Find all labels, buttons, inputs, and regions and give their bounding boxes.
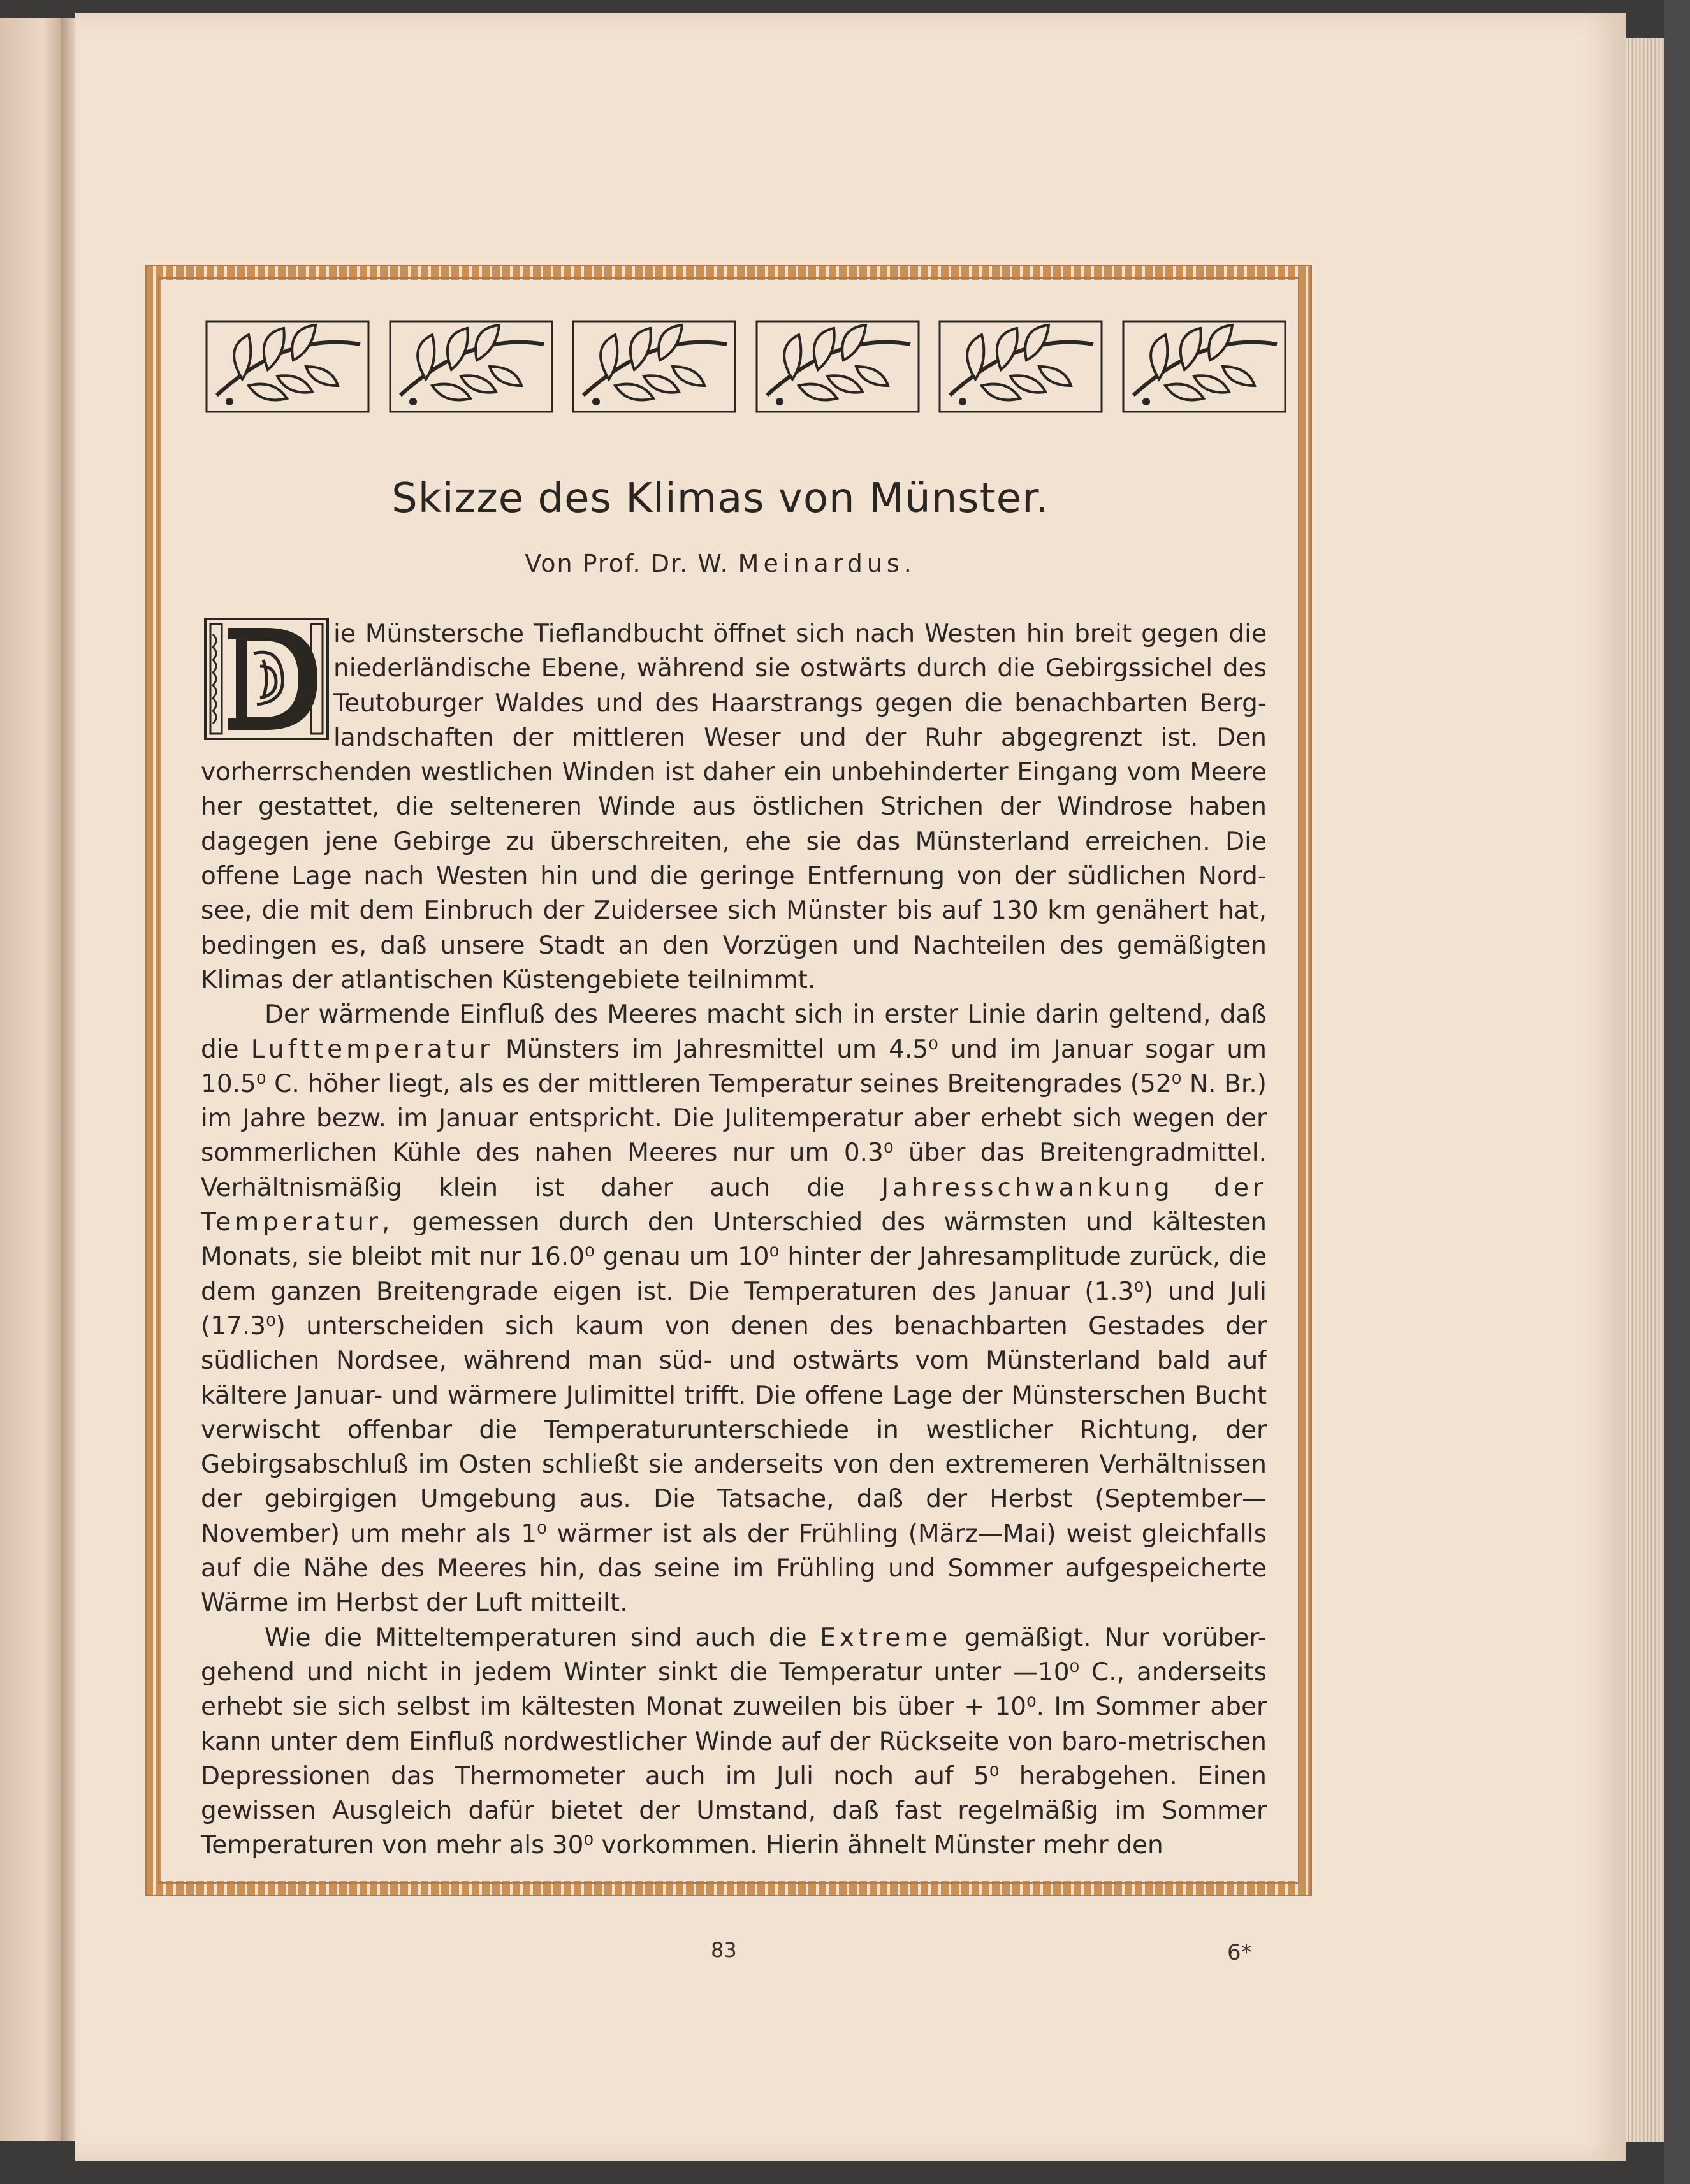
initial-spacer [201, 617, 333, 752]
laurel-ornament-icon [571, 319, 738, 414]
laurel-ornament-icon [937, 319, 1104, 414]
p2-text-c: Münsters im Jahresmittel um 4.5⁰ und im Januar sogar um 10.5⁰ C. höher liegt, als es der mittleren Temperatur seines Breitengrades (52⁰ N. Br.) im Jahre bezw. im Januar entspricht. Die Julitemperatur aber erhebt sich wegen der sommerlichen Kühle des nahen Meeres nur um 0.3⁰ über das Breitengradmittel. Verhältnismäßig klein ist daher auch die [201, 1035, 1267, 1202]
left-page-edge [0, 18, 61, 2141]
laurel-ornament-band [204, 319, 1288, 414]
page-stack-edge [1626, 38, 1664, 2142]
p3-text-a: Wie die Mitteltemperaturen sind auch die [265, 1623, 807, 1652]
p2-term-jahresschwankung: Jahresschwankung der Temperatur, [201, 1173, 1267, 1237]
book-cover-edge [1664, 0, 1690, 2184]
laurel-ornament-icon [388, 319, 555, 414]
author-prefix: Von Prof. Dr. W. [525, 550, 729, 578]
page-number: 83 [711, 1938, 737, 1962]
article-body [201, 617, 1267, 1863]
paragraph-2 [201, 998, 1267, 1620]
book-gutter [61, 18, 75, 2141]
laurel-ornament-icon [1121, 319, 1288, 414]
author-name: Meinardus. [738, 550, 916, 578]
p2-text-a: Der wärmende Einfluß des Meeres macht sich in erster Linie darin geltend, daß die [201, 1000, 1267, 1064]
laurel-ornament-icon [754, 319, 921, 414]
p2-term-lufttemperatur: Lufttemperatur [251, 1035, 493, 1064]
sheet-signature: 6* [1227, 1940, 1252, 1965]
article-title: Skizze des Klimas von Münster. [391, 475, 1049, 522]
p3-term-extreme: Extreme [820, 1623, 952, 1652]
paragraph-1: ie Münstersche Tieflandbucht öffnet sich nach Westen hin breit gegen die niederländische Ebene, während sie ostwärts durch die Gebirgssichel des Teutoburger Waldes und des Haarstrangs gegen die benachbarten Berg-landschaften der mittleren Weser und der Ruhr abgegrenzt ist. Den vorherrschenden westlichen Winden ist daher ein unbehinderter Eingang vom Meere her gestattet, die selteneren Winde aus östlichen Strichen der Windrose haben dagegen jene Gebirge zu überschreiten, ehe sie das Münsterland erreichen. Die offene Lage nach Westen hin und die geringe Entfernung von der südlichen Nord-see, die mit dem Einbruch der Zuidersee sich Münster bis auf 130 km genähert hat, bedingen es, daß unsere Stadt an den Vorzügen und Nachteilen des gemäßigten Klimas der atlantischen Küstengebiete teilnimmt. [201, 620, 1267, 994]
paragraph-3 [201, 1621, 1267, 1863]
laurel-ornament-icon [204, 319, 371, 414]
p3-text-c: gemäßigt. Nur vorüber-gehend und nicht in jedem Winter sinkt die Temperatur unter —10⁰ C., anderseits erhebt sie sich selbst im kältesten Monat zuweilen bis über + 10⁰. Im Sommer aber kann unter dem Einfluß nordwestlicher Winde auf der Rückseite von baro-metrischen Depressionen das Thermometer auch im Juli noch auf 5⁰ herabgehen. Einen gewissen Ausgleich dafür bietet der Umstand, daß fast regelmäßig im Sommer Temperaturen von mehr als 30⁰ vorkommen. Hierin ähnelt Münster mehr den [201, 1623, 1267, 1860]
p2-text-e: gemessen durch den Unterschied des wärmsten und kältesten Monats, sie bleibt mit nur 16.0⁰ genau um 10⁰ hinter der Jahresamplitude zurück, die dem ganzen Breitengrade eigen ist. Die Temperaturen des Januar (1.3⁰) und Juli (17.3⁰) unterscheiden sich kaum von denen des benachbarten Gestades der südlichen Nordsee, während man süd- und ostwärts vom Münsterland bald auf kältere Januar- und wärmere Julimittel trifft. Die offene Lage der Münsterschen Bucht verwischt offenbar die Temperaturunterschiede in westlicher Richtung, der Gebirgsabschluß im Osten schließt sie anderseits von den extremeren Verhältnissen der gebirgigen Umgebung aus. Die Tatsache, daß der Herbst (September—November) um mehr als 1⁰ wärmer ist als der Frühling (März—Mai) weist gleichfalls auf die Nähe des Meeres hin, das seine im Frühling und Sommer aufgespeicherte Wärme im Herbst der Luft mitteilt. [201, 1208, 1267, 1618]
initial-letter: D [266, 685, 267, 686]
article-author [166, 550, 1275, 578]
